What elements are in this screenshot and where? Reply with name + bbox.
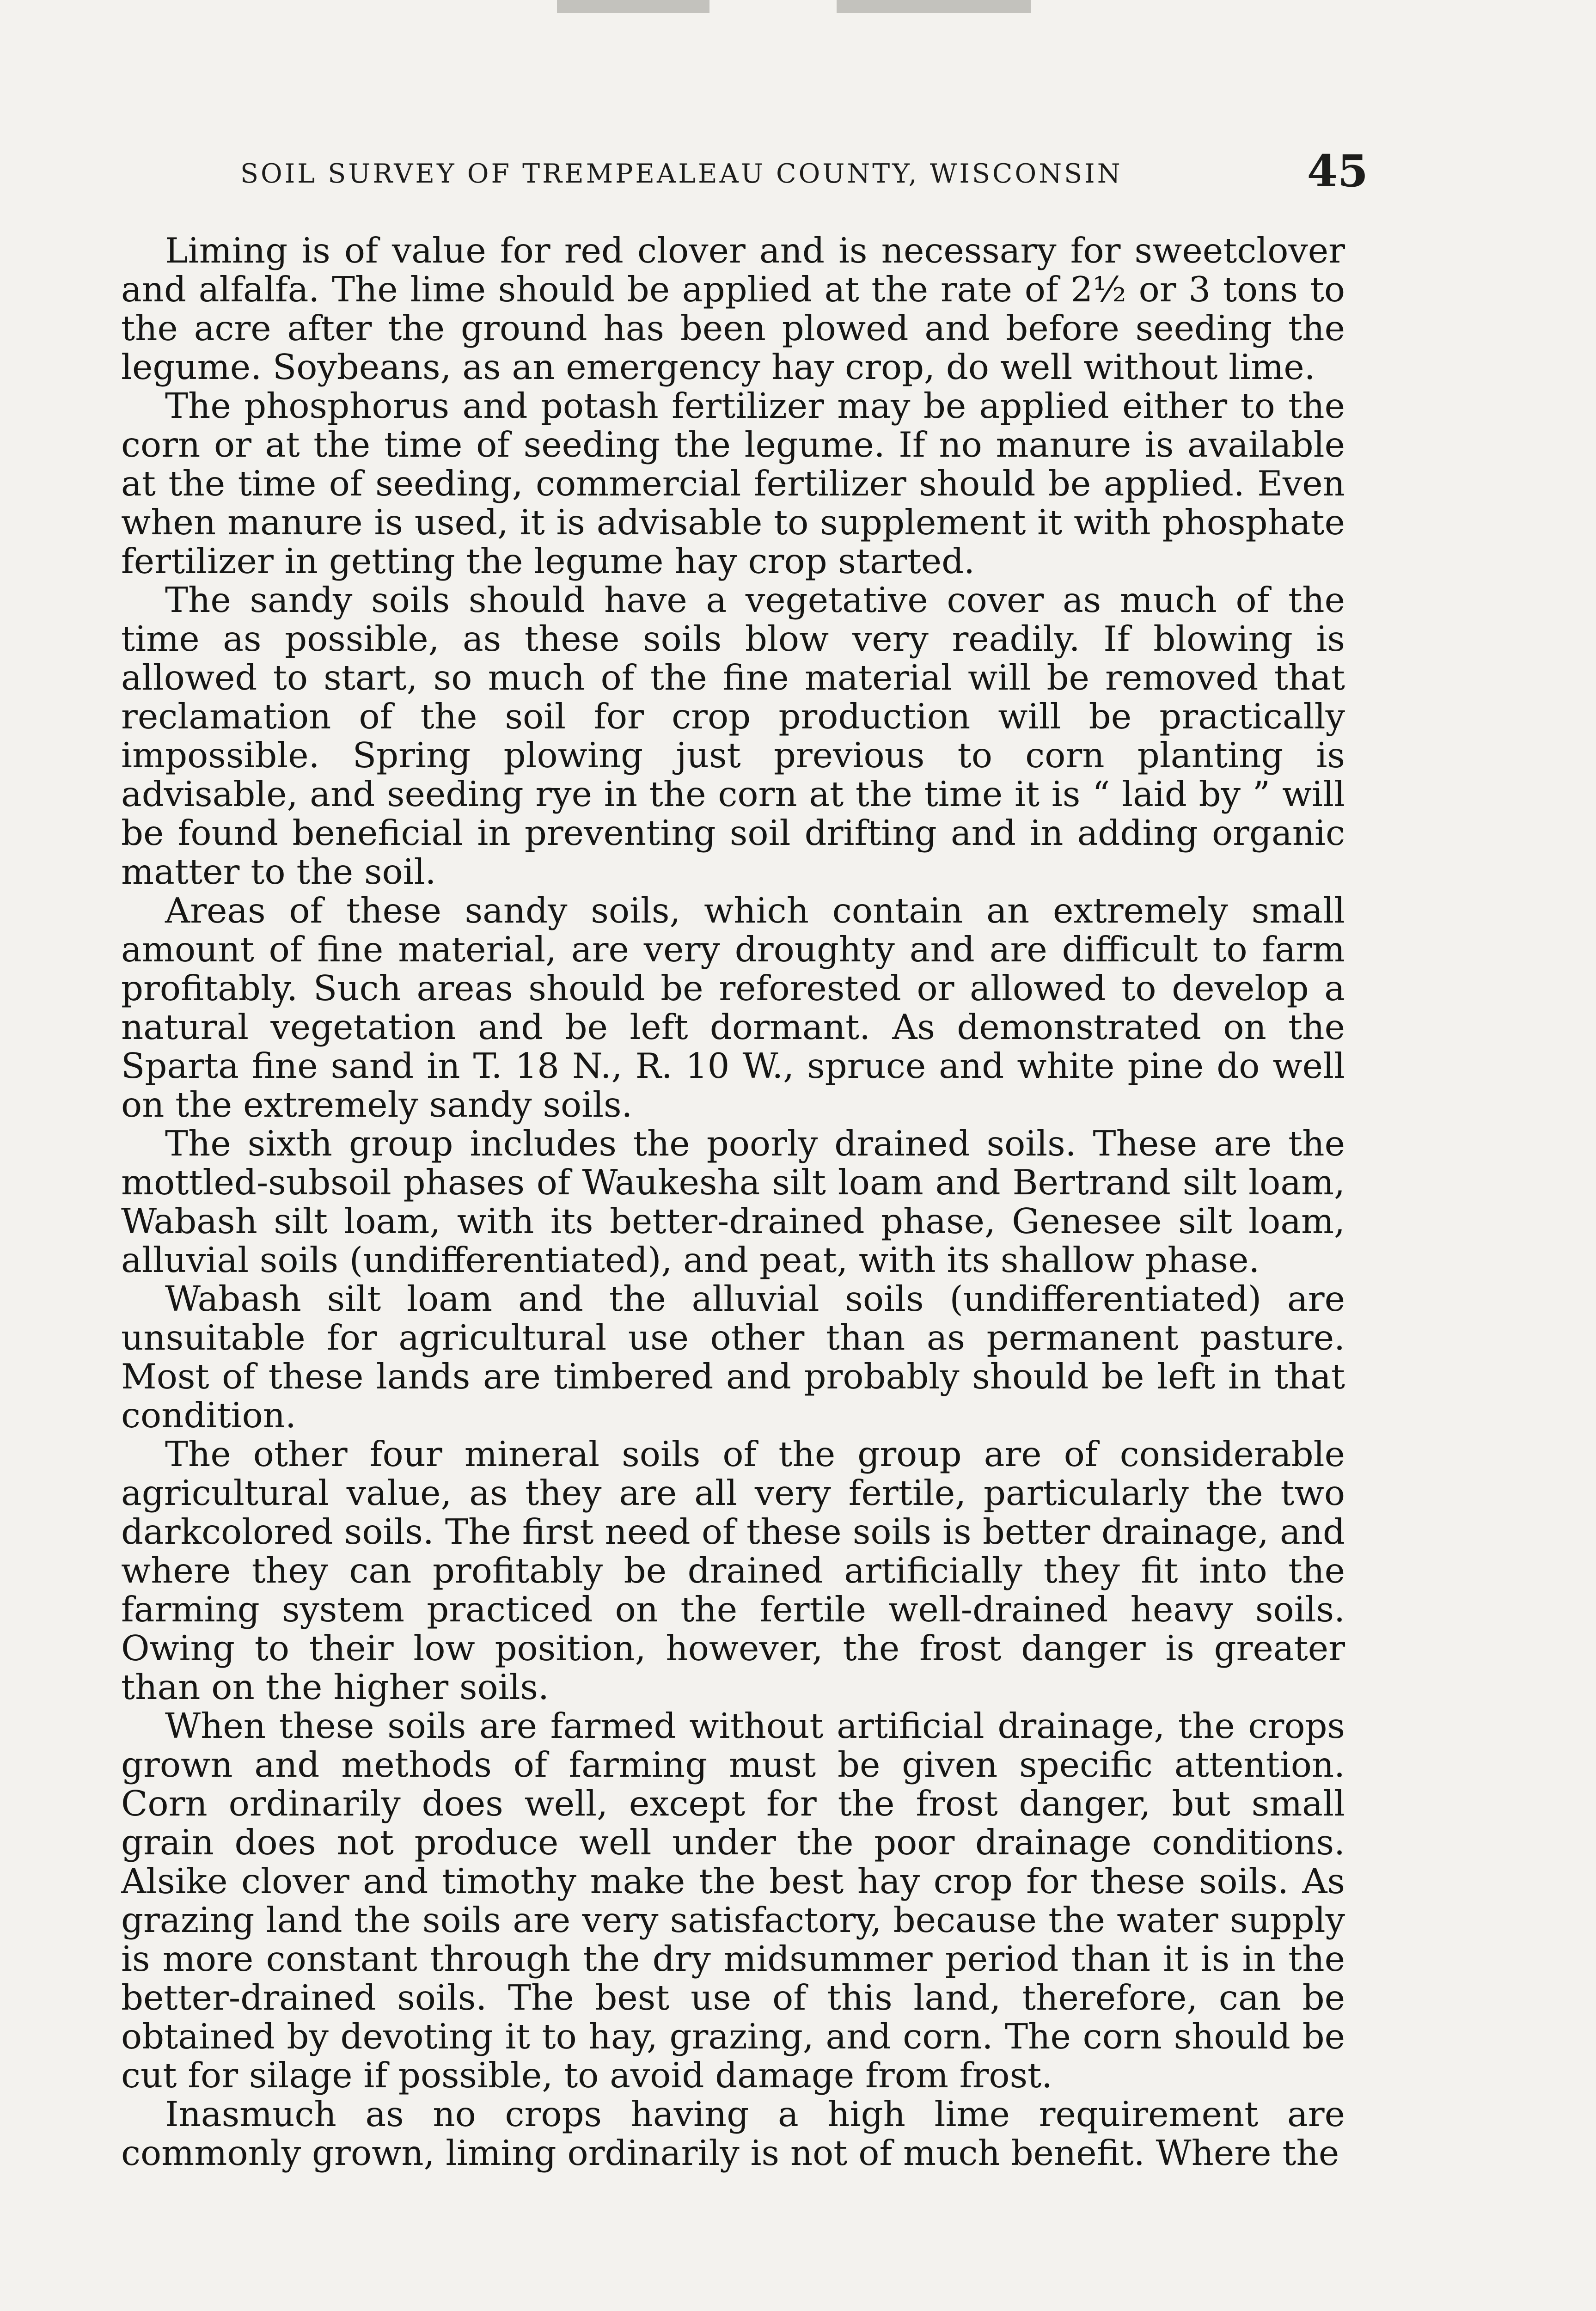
paragraph: The phosphorus and potash fertilizer may be applied either to the corn or at the time of seeding the legume. If no manure is available at the time of seeding, commercial fertilizer should be applied. Even when manure is used, it is advisable to supplement it with phosphate fertilizer in getting the legume hay crop started. [121,385,1345,581]
running-head: SOIL SURVEY OF TREMPEALEAU COUNTY, WISCONSIN [240,159,1123,189]
paragraph: The sandy soils should have a vegetative cover as much of the time as possible, as these soils blow very readily. If blowing is allowed to start, so much of the fine material will be removed that reclamation of the soil for crop production will be practically impossible. Spring plowing just previous to corn planting is advisable, and seeding rye in the corn at the time it is “ laid by ” will be found beneficial in preventing soil drifting and in adding organic matter to the soil. [121,580,1345,892]
page-header [231,146,1368,196]
body-text [121,231,1345,2311]
page-number: 45 [1307,146,1368,197]
scan-edge-mark [557,0,709,13]
paragraph: Wabash silt loam and the alluvial soils (undifferentiated) are unsuitable for agricultural use other than as permanent pasture. Most of these lands are timbered and probably should be left in that condition. [121,1278,1345,1436]
paragraph: Liming is of value for red clover and is necessary for sweetclover and alfalfa. The lime should be applied at the rate of 2½ or 3 tons to the acre after the ground has been plowed and before seeding the legume. Soybeans, as an emergency hay crop, do well without lime. [121,231,1345,387]
paragraph: Areas of these sandy soils, which contain an extremely small amount of fine material, are very droughty and are difficult to farm profitably. Such areas should be reforested or allowed to develop a natural vegetation and be left dormant. As demonstrated on the Sparta fine sand in T. 18 N., R. 10 W., spruce and white pine do well on the extremely sandy soils. [121,890,1345,1125]
paragraph: When these soils are farmed without artificial drainage, the crops grown and methods of farming must be given specific attention. Corn ordinarily does well, except for the frost danger, but small grain does not produce well under the poor drainage conditions. Alsike clover and timothy make the best hay crop for these soils. As grazing land the soils are very satisfactory, because the water supply is more constant through the dry midsummer period than it is in the better-drained soils. The best use of this land, therefore, can be obtained by devoting it to hay, grazing, and corn. The corn should be cut for silage if possible, to avoid damage from frost. [121,1706,1345,2096]
paragraph: The other four mineral soils of the group are of considerable agricultural value, as they are all very fertile, particularly the two darkcolored soils. The first need of these soils is better drainage, and where they can profitably be drained artificially they fit into the farming system practiced on the fertile well-drained heavy soils. Owing to their low position, however, the frost danger is greater than on the higher soils. [121,1434,1345,1707]
paragraph: The sixth group includes the poorly drained soils. These are the mottled-subsoil phases of Waukesha silt loam and Bertrand silt loam, Wabash silt loam, with its better-drained phase, Genesee silt loam, alluvial soils (undifferentiated), and peat, with its shallow phase. [121,1123,1345,1280]
paragraph: Inasmuch as no crops having a high lime requirement are commonly grown, liming ordinarily is not of much benefit. Where the [121,2094,1345,2173]
scan-edge-mark [837,0,1031,13]
